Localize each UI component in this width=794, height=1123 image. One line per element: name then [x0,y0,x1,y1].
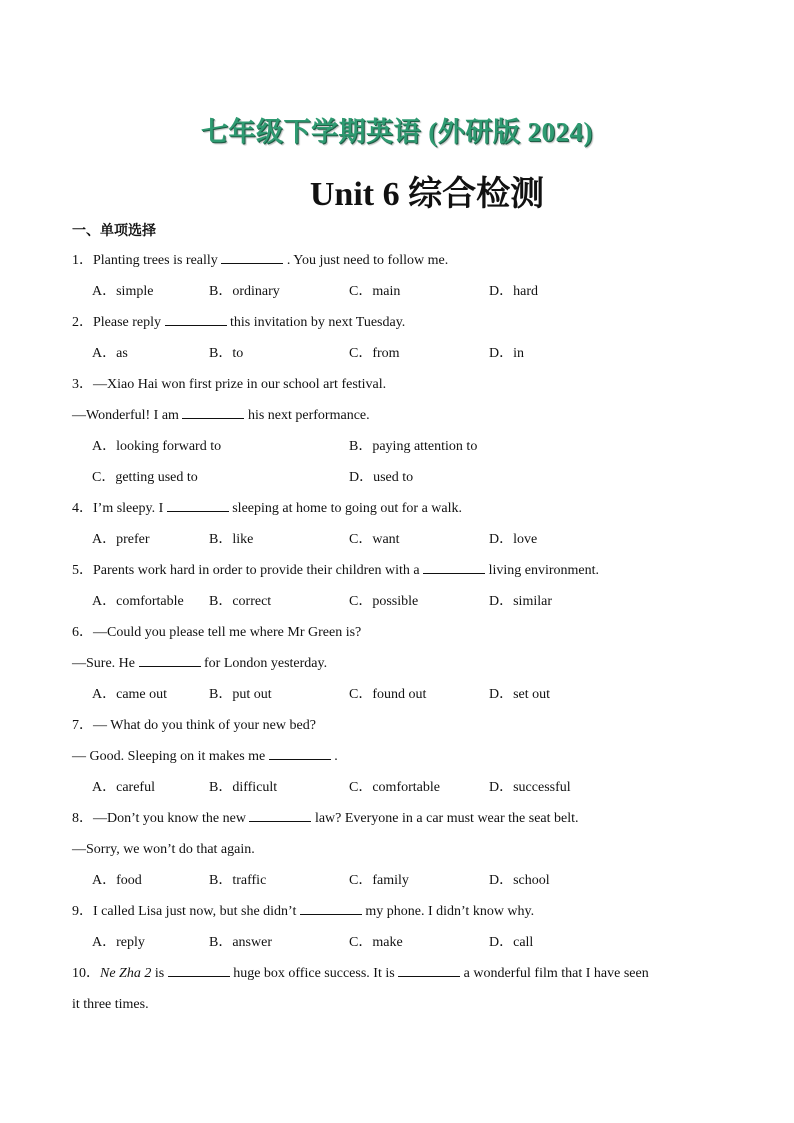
question-8-reply: —Sorry, we won’t do that again. [72,842,255,857]
answer-blank [165,311,227,326]
option-b: B．difficult [209,780,278,795]
question-2-options [72,338,722,369]
question-7-reply: — Good. Sleeping on it makes me . [72,741,722,772]
option-d: D．similar [489,594,552,609]
question-3-options-row-2 [72,462,722,493]
answer-blank [269,745,331,760]
option-a: A．reply [92,935,145,950]
option-b: B．like [209,532,254,547]
question-list [72,245,722,1020]
option-c: C．found out [349,687,427,702]
answer-blank [300,900,362,915]
option-d: D．successful [489,780,571,795]
option-b: B．answer [209,935,272,950]
option-a: A．as [92,346,128,361]
answer-blank [221,249,283,264]
question-10: 10．Ne Zha 2 is huge box office success. It is a wonderful film that I have seen [72,958,722,989]
option-d: D．set out [489,687,551,702]
question-1-options [72,276,722,307]
question-1: 1．Planting trees is really . You just need to follow me. [72,245,722,276]
answer-blank [423,559,485,574]
document-header-title: 七年级下学期英语 (外研版 2024) [201,117,593,147]
option-a: A．food [92,873,142,888]
film-title: Ne Zha 2 [100,966,152,981]
option-c: C．getting used to [92,470,198,485]
option-c: C．make [349,935,403,950]
question-6-reply: —Sure. He for London yesterday. [72,648,722,679]
question-7-options [72,772,722,803]
question-3-options-row-1 [72,431,722,462]
question-7: 7．— What do you think of your new bed? [72,718,316,733]
option-b: B．put out [209,687,272,702]
option-a: A．came out [92,687,168,702]
option-b: B．traffic [209,873,267,888]
question-6: 6．—Could you please tell me where Mr Green is? [72,625,362,640]
option-b: B．correct [209,594,272,609]
option-b: B．to [209,346,244,361]
option-d: D．in [489,346,524,361]
question-4-options [72,524,722,555]
question-8: 8．—Don’t you know the new law? Everyone in a car must wear the seat belt. [72,803,722,834]
option-d: D．hard [489,284,538,299]
unit-title: Unit 6 综合检测 [309,176,545,213]
question-3: 3．—Xiao Hai won first prize in our school art festival. [72,377,387,392]
section-title: 一、单项选择 [72,224,156,239]
answer-blank [182,404,244,419]
question-3-reply: —Wonderful! I am his next performance. [72,400,722,431]
option-a: A．looking forward to [92,439,222,454]
answer-blank [139,652,201,667]
option-a: A．careful [92,780,155,795]
question-5: 5．Parents work hard in order to provide their children with a living environment. [72,555,722,586]
option-c: C．comfortable [349,780,440,795]
option-c: C．possible [349,594,419,609]
answer-blank [398,962,460,977]
answer-blank [249,807,311,822]
answer-blank [167,497,229,512]
option-d: D．used to [349,470,414,485]
option-d: D．school [489,873,550,888]
option-b: B．paying attention to [349,439,478,454]
question-8-options [72,865,722,896]
question-6-options [72,679,722,710]
question-2: 2．Please reply this invitation by next Tuesday. [72,307,722,338]
option-a: A．simple [92,284,154,299]
option-c: C．main [349,284,401,299]
option-d: D．call [489,935,534,950]
option-c: C．from [349,346,400,361]
option-b: B．ordinary [209,284,280,299]
question-4: 4．I’m sleepy. I sleeping at home to going out for a walk. [72,493,722,524]
question-9: 9．I called Lisa just now, but she didn’t my phone. I didn’t know why. [72,896,722,927]
question-10-continuation: it three times. [72,997,149,1012]
question-9-options [72,927,722,958]
option-d: D．love [489,532,538,547]
option-c: C．want [349,532,400,547]
answer-blank [168,962,230,977]
question-5-options [72,586,722,617]
option-c: C．family [349,873,409,888]
option-a: A．prefer [92,532,150,547]
option-a: A．comfortable [92,594,184,609]
